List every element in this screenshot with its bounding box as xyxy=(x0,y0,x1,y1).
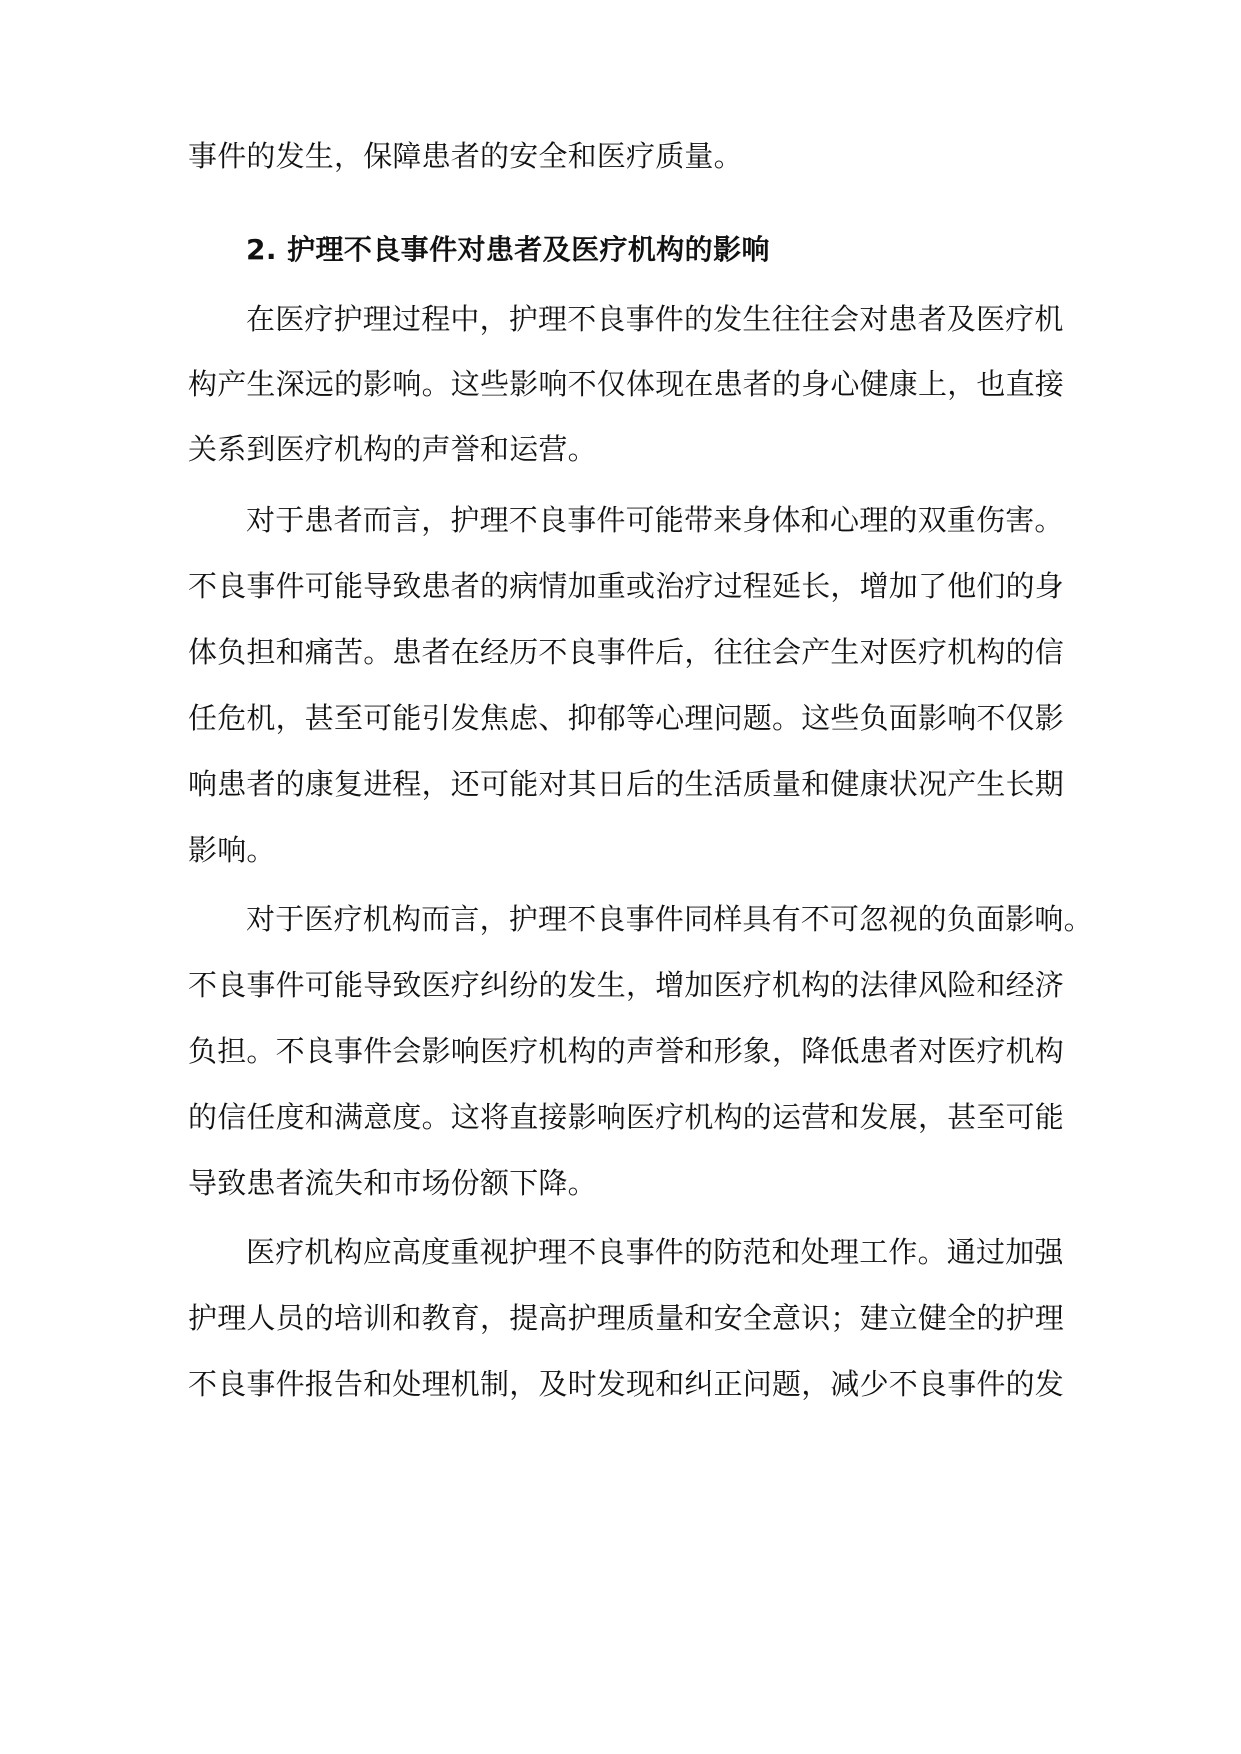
paragraph-first-line: 在医疗护理过程中，护理不良事件的发生往往会对患者及医疗机 xyxy=(246,302,1064,336)
text-line: 不良事件报告和处理机制，及时发现和纠正问题，减少不良事件的发 xyxy=(188,1367,1065,1401)
text-line: 不良事件可能导致患者的病情加重或治疗过程延长，增加了他们的身 xyxy=(188,569,1065,603)
text-line: 不良事件可能导致医疗纠纷的发生，增加医疗机构的法律风险和经济 xyxy=(188,968,1065,1002)
text-line: 的信任度和满意度。这将直接影响医疗机构的运营和发展，甚至可能 xyxy=(188,1100,1065,1134)
text-line: 体负担和痛苦。患者在经历不良事件后，往往会产生对医疗机构的信 xyxy=(188,635,1065,669)
text-line: 响患者的康复进程，还可能对其日后的生活质量和健康状况产生长期 xyxy=(188,767,1065,801)
text-line: 导致患者流失和市场份额下降。 xyxy=(188,1166,597,1200)
text-line: 影响。 xyxy=(188,833,276,867)
paragraph-first-line: 对于患者而言，护理不良事件可能带来身体和心理的双重伤害。 xyxy=(246,503,1064,537)
text-line: 事件的发生，保障患者的安全和医疗质量。 xyxy=(188,139,743,173)
paragraph-first-line: 医疗机构应高度重视护理不良事件的防范和处理工作。通过加强 xyxy=(246,1235,1064,1269)
section-heading: 2. 护理不良事件对患者及医疗机构的影响 xyxy=(246,233,770,266)
text-line: 负担。不良事件会影响医疗机构的声誉和形象，降低患者对医疗机构 xyxy=(188,1034,1065,1068)
text-line: 护理人员的培训和教育，提高护理质量和安全意识；建立健全的护理 xyxy=(188,1301,1065,1335)
paragraph-first-line: 对于医疗机构而言，护理不良事件同样具有不可忽视的负面影响。 xyxy=(246,902,1093,936)
text-line: 构产生深远的影响。这些影响不仅体现在患者的身心健康上，也直接 xyxy=(188,367,1065,401)
text-line: 任危机，甚至可能引发焦虑、抑郁等心理问题。这些负面影响不仅影 xyxy=(188,701,1065,735)
text-line: 关系到医疗机构的声誉和运营。 xyxy=(188,432,597,466)
